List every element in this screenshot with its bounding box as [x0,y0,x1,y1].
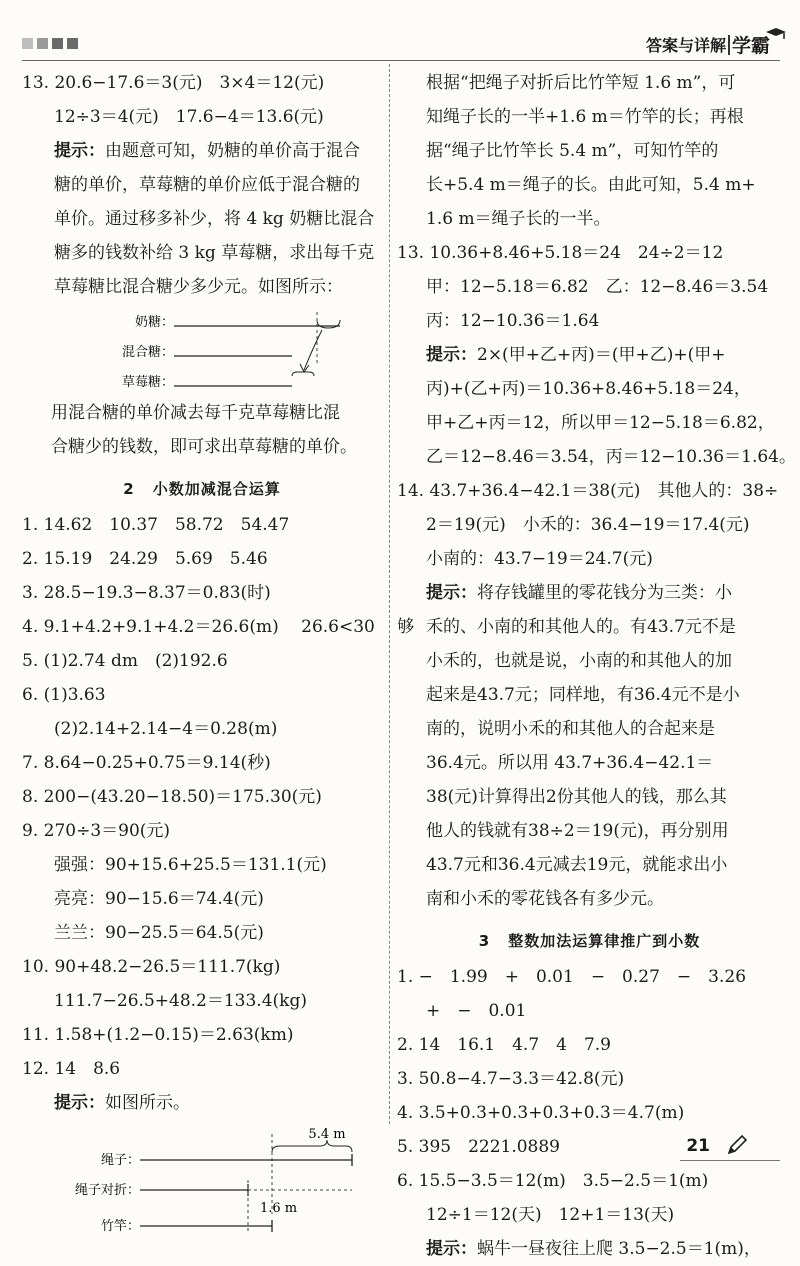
answer-line: 5. 395 2221.0889 [397,1137,561,1157]
hint-label: 提示： [426,345,477,365]
answer-line: 14. 43.7+36.4−42.1＝38(元) 其他人的：38÷ [397,481,779,501]
answer-line: (2)2.14+2.14−4＝0.28(m) [54,719,278,739]
answer-line: 兰兰：90−25.5＝64.5(元) [54,923,264,943]
hint-text: 单价。通过移多补少，将 4 kg 奶糖比混合 [54,209,375,229]
answer-line: 强强：90+15.6+25.5＝131.1(元) [54,855,327,875]
explanation-text: 根据“把绳子对折后比竹竿短 1.6 m”，可 [426,73,736,93]
explanation-text: 合糖少的钱数，即可求出草莓糖的单价。 [51,437,357,457]
header-brand: 学霸 [731,35,770,57]
diagram-label: 绳子： [100,1153,140,1168]
answer-line: 甲：12−5.18＝6.82 乙：12−8.46＝3.54 [426,277,769,297]
answer-line: 9. 270÷3＝90(元) [22,821,171,841]
section-heading: 3 整数加法运算律推广到小数 [478,932,701,950]
answer-line: 2. 15.19 24.29 5.69 5.46 [22,549,268,569]
answer-line: 丙：12−10.36＝1.64 [426,311,600,331]
hint-text: 小禾的，也就是说，小南的和其他人的加 [426,651,732,671]
answer-line: 6. 15.5−3.5＝12(m) 3.5−2.5＝1(m) [397,1171,709,1191]
diagram-label: 奶糖： [134,315,174,330]
hint-label: 提示： [54,141,105,161]
candy-diagram-svg [22,304,382,396]
answer-line: 7. 8.64−0.25+0.75＝9.14(秒) [22,753,271,773]
diagram-label: 混合糖： [121,345,174,360]
hint-text: 他人的钱就有38÷2＝19(元)，再分别用 [426,821,729,841]
answer-line: + − 0.01 [426,1001,527,1021]
rope-diagram-svg [22,1120,382,1240]
answer-line: 12. 14 8.6 [22,1059,121,1079]
hint-text: 蜗牛一昼夜往上爬 3.5−2.5＝1(m)， [477,1239,761,1259]
answer-line: 13. 10.36+8.46+5.18＝24 24÷2＝12 [397,243,724,263]
footer-rule [680,1160,780,1161]
hint-text: 糖多的钱数补给 3 kg 草莓糖，求出每千克 [54,243,375,263]
answer-line: 3. 28.5−19.3−8.37＝0.83(时) [22,583,271,603]
page-number: 21 [686,1136,710,1156]
rope-diagram [22,1120,382,1240]
answer-line: 亮亮：90−15.6＝74.4(元) [54,889,264,909]
answer-line: 1. − 1.99 + 0.01 − 0.27 − 3.26 [397,967,747,987]
answer-line: 4. 3.5+0.3+0.3+0.3+0.3＝4.7(m) [397,1103,685,1123]
answer-line: 2＝19(元) 小禾的：36.4−19＝17.4(元) [426,515,750,535]
hint-text: 36.4元。所以用 43.7+36.4−42.1＝ [426,753,714,773]
hint-text: 南和小禾的零花钱各有多少元。 [426,889,664,909]
hint-text: 甲+乙+丙＝12，所以甲＝12−5.18＝6.82， [426,413,775,433]
candy-diagram [22,304,382,396]
answer-line: 12÷1＝12(天) 12+1＝13(天) [426,1205,675,1225]
hint-text: 草莓糖比混合糖少多少元。如图所示： [54,277,343,297]
pencil-icon [726,1134,748,1156]
answer-line: 111.7−26.5+48.2＝133.4(kg) [54,991,307,1011]
hint-text: 43.7元和36.4元减去19元，就能求出小 [426,855,728,875]
hint-text: 丙)+(乙+丙)＝10.36+8.46+5.18＝24， [426,379,751,399]
header-decoration [22,38,78,49]
hint-text: 糖的单价，草莓糖的单价应低于混合糖的 [54,175,360,195]
diagram-label: 草莓糖： [121,375,174,390]
explanation-text: 长+5.4 m＝绳子的长。由此可知，5.4 m+ [426,175,756,195]
answer-line: 11. 1.58+(1.2−0.15)＝2.63(km) [22,1025,294,1045]
right-column [397,66,796,1266]
diagram-label: 1.6 m [260,1201,298,1216]
hint-text: 乙＝12−8.46＝3.54，丙＝12−10.36＝1.64。 [426,447,796,467]
answer-line: 10. 90+48.2−26.5＝111.7(kg) [22,957,281,977]
diagram-label: 绳子对折： [74,1183,140,1198]
answer-line: 6. (1)3.63 [22,685,106,705]
header-title: 答案与详解 [645,36,726,55]
answer-line: 5. (1)2.74 dm (2)192.6 [22,651,228,671]
header-rule [22,60,780,61]
explanation-text: 用混合糖的单价减去每千克草莓糖比混 [51,403,340,423]
explanation-text: 据“绳子比竹竿长 5.4 m”，可知竹竿的 [426,141,719,161]
answer-line: 13. 20.6−17.6＝3(元) 3×4＝12(元) [22,73,325,93]
left-column [22,66,415,1240]
hint-text: 将存钱罐里的零花钱分为三类：小 [477,583,732,603]
graduation-cap-icon [764,26,788,42]
answer-line: 小南的：43.7−19＝24.7(元) [426,549,653,569]
hint-text: 禾的、小南的和其他人的。有43.7元不是 [426,617,736,637]
answer-line: 3. 50.8−4.7−3.3＝42.8(元) [397,1069,625,1089]
hint-text: 如图所示。 [105,1093,190,1113]
hint-label: 提示： [426,1239,477,1259]
hint-label: 提示： [426,583,477,603]
explanation-text: 知绳子长的一半+1.6 m＝竹竿的长；再根 [426,107,744,127]
header-separator [728,35,730,55]
section-heading: 2 小数加减混合运算 [123,480,281,498]
column-divider [389,64,390,1124]
hint-text: 南的，说明小禾的和其他人的合起来是 [426,719,715,739]
answer-line: 8. 200−(43.20−18.50)＝175.30(元) [22,787,322,807]
diagram-label: 竹竿： [100,1219,140,1234]
hint-label: 提示： [54,1093,105,1113]
hint-text: 38(元)计算得出2份其他人的钱，那么其 [426,787,727,807]
answer-line: 1. 14.62 10.37 58.72 54.47 [22,515,290,535]
diagram-label: 5.4 m [308,1127,346,1142]
answer-line: 12÷3＝4(元) 17.6−4＝13.6(元) [54,107,324,127]
answer-line: 2. 14 16.1 4.7 4 7.9 [397,1035,611,1055]
answer-line: 4. 9.1+4.2+9.1+4.2＝26.6(m) 26.6<30 够 [22,617,415,637]
hint-text: 由题意可知，奶糖的单价高于混合 [105,141,360,161]
hint-text: 2×(甲+乙+丙)＝(甲+乙)+(甲+ [477,345,726,365]
explanation-text: 1.6 m＝绳子长的一半。 [426,209,611,229]
hint-text: 起来是43.7元；同样地，有36.4元不是小 [426,685,740,705]
